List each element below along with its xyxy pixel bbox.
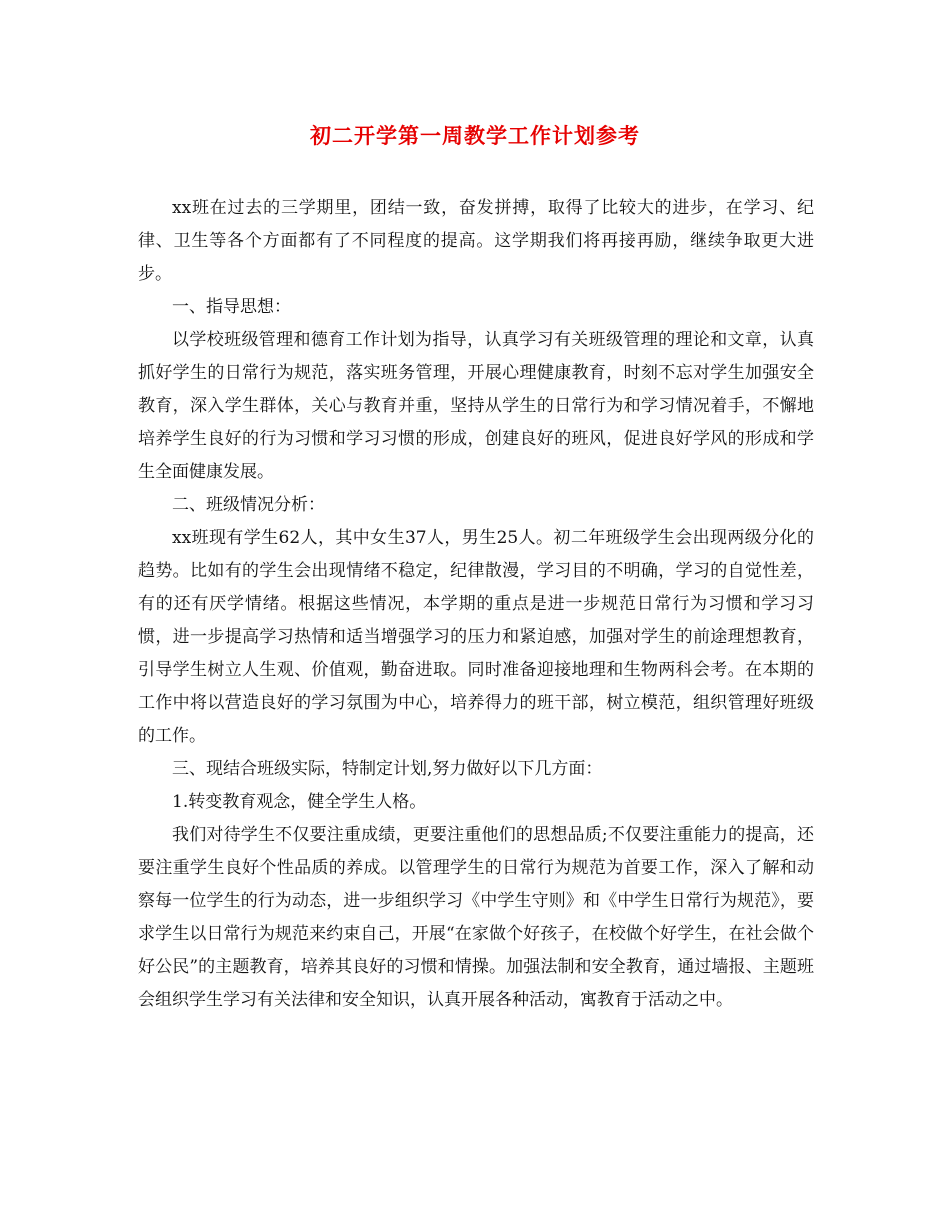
section-heading-plan: 三、现结合班级实际，特制定计划,努力做好以下几方面： [172,759,603,779]
section-heading-guiding-thought: 一、指导思想： [172,297,291,317]
document-title: 初二开学第一周教学工作计划参考 [310,124,640,148]
intro-paragraph: xx班在过去的三学期里，团结一致，奋发拼搏，取得了比较大的进步，在学习、纪律、卫生等各个方面都有了不同程度的提高。这学期我们将再接再励，继续争取更大进步。 [138,198,814,284]
section-heading-class-analysis: 二、班级情况分析： [172,495,325,515]
document-body [138,192,814,1017]
guiding-thought-paragraph: 以学校班级管理和德育工作计划为指导，认真学习有关班级管理的理论和文章，认真抓好学生的日常行为规范，落实班务管理，开展心理健康教育，时刻不忘对学生加强安全教育，深入学生群体，关心与教育并重，坚持从学生的日常行为和学习情况着手，不懈地培养学生良好的行为习惯和学习习惯的形成，创建良好的班风，促进良好学风的形成和学生全面健康发展。 [138,330,814,482]
plan-item-1-heading: 1.转变教育观念，健全学生人格。 [172,792,427,812]
plan-item-1-paragraph: 我们对待学生不仅要注重成绩，更要注重他们的思想品质;不仅要注重能力的提高，还要注重学生良好个性品质的养成。以管理学生的日常行为规范为首要工作，深入了解和动察每一位学生的行为动态，进一步组织学习《中学生守则》和《中学生日常行为规范》，要求学生以日常行为规范来约束自己，开展“在家做个好孩子，在校做个好学生，在社会做个好公民”的主题教育，培养其良好的习惯和情操。加强法制和安全教育，通过墙报、主题班会组织学生学习有关法律和安全知识，认真开展各种活动，寓教育于活动之中。 [138,825,814,1010]
class-analysis-paragraph: xx班现有学生62人，其中女生37人，男生25人。初二年班级学生会出现两级分化的趋势。比如有的学生会出现情绪不稳定，纪律散漫，学习目的不明确，学习的自觉性差，有的还有厌学情绪。根据这些情况，本学期的重点是进一步规范日常行为习惯和学习习惯，进一步提高学习热情和适当增强学习的压力和紧迫感，加强对学生的前途理想教育，引导学生树立人生观、价值观，勤奋进取。同时准备迎接地理和生物两科会考。在本期的工作中将以营造良好的学习氛围为中心，培养得力的班干部，树立模范，组织管理好班级的工作。 [138,528,814,746]
